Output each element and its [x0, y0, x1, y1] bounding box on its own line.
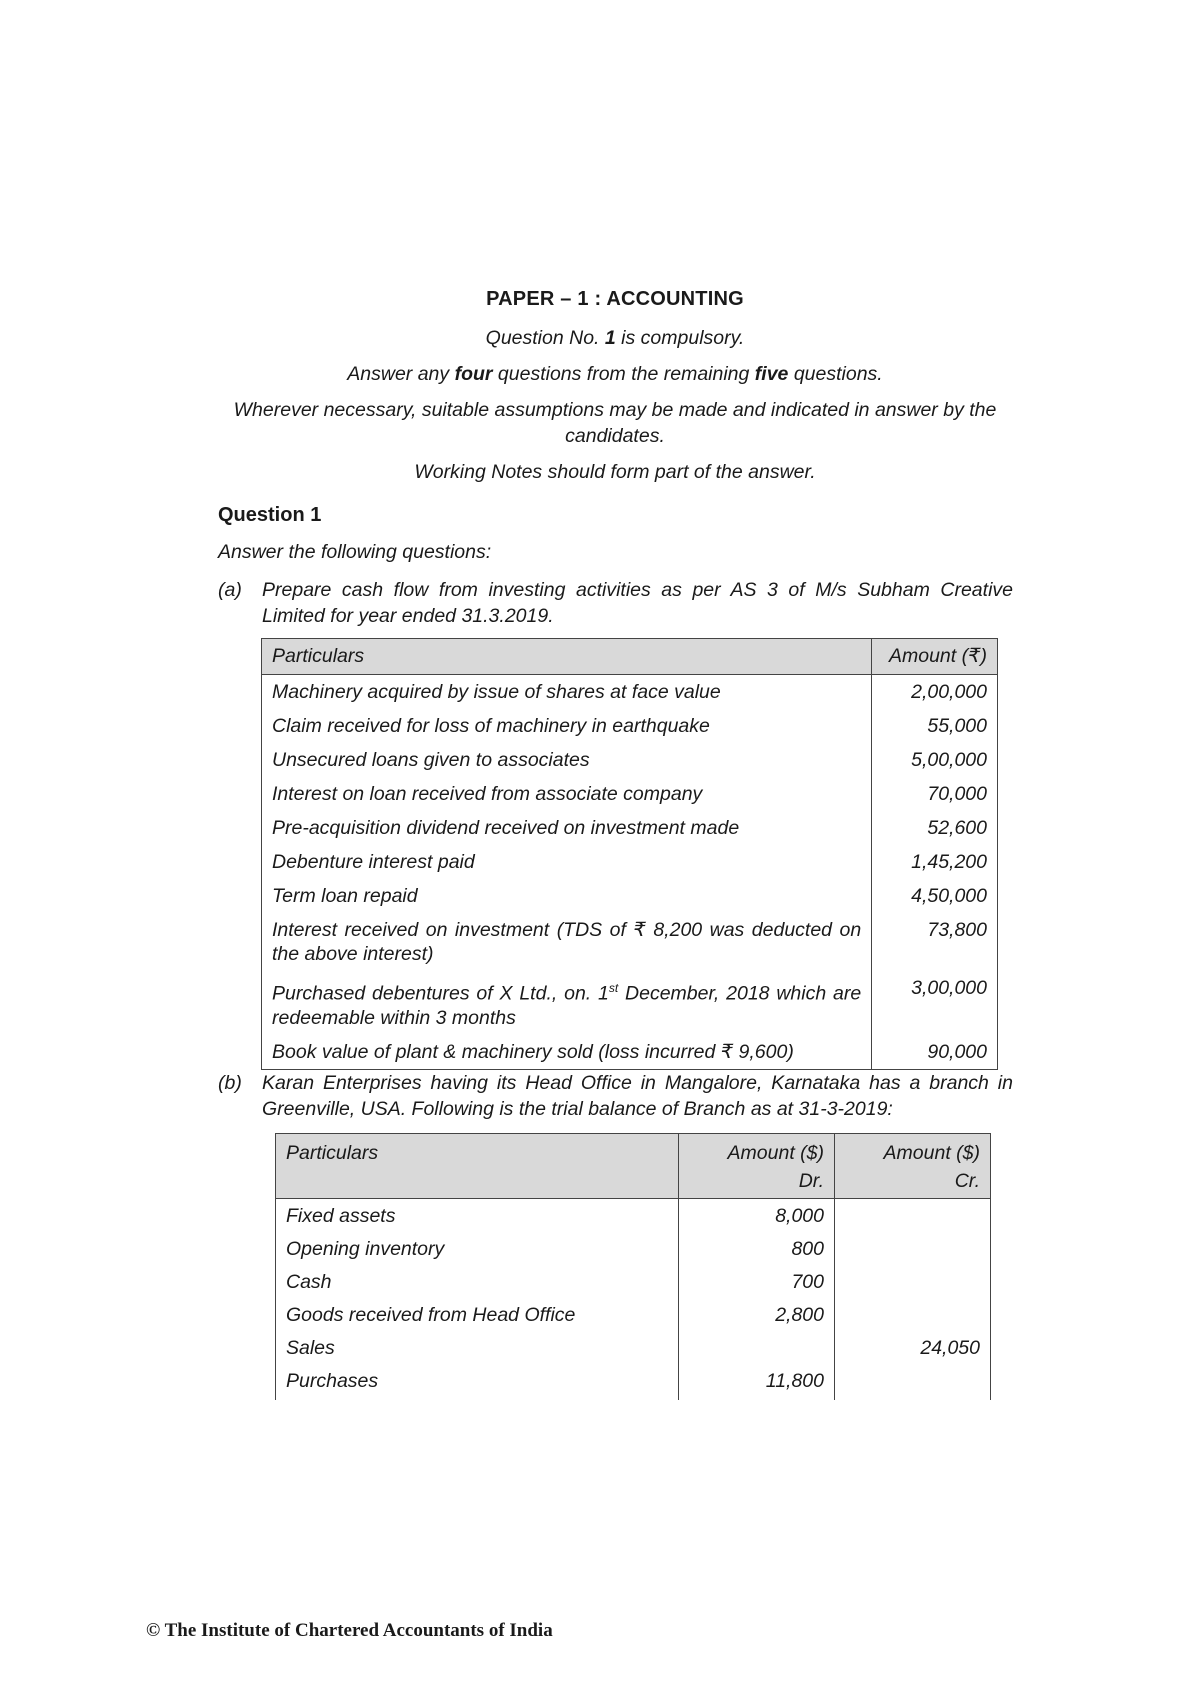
- column-header-particulars: Particulars: [262, 639, 872, 675]
- table-row: [262, 1035, 998, 1070]
- table-row: [262, 709, 998, 743]
- column-header-particulars: Particulars: [276, 1134, 679, 1199]
- instruction-choice: Answer any four questions from the remaining five questions.: [347, 363, 883, 385]
- debit-cell: 11,800: [679, 1364, 835, 1397]
- question-intro: Answer the following questions:: [218, 541, 492, 563]
- part-b-label: (b): [218, 1072, 242, 1094]
- particular-cell: Opening inventory: [286, 1238, 445, 1260]
- amount-cell: 52,600: [872, 811, 998, 845]
- debit-cell: 700: [679, 1265, 835, 1298]
- table-row: [262, 971, 998, 1035]
- column-header-amount: Amount (₹): [872, 639, 998, 675]
- particular-cell: Goods received from Head Office: [286, 1304, 576, 1326]
- amount-cell: 1,45,200: [872, 845, 998, 879]
- table-header-row: [262, 639, 998, 675]
- particular-cell: Cash: [286, 1271, 332, 1293]
- table-row: [262, 675, 998, 710]
- amount-cell: 90,000: [872, 1035, 998, 1070]
- table-row: [262, 913, 998, 971]
- table-row: [276, 1265, 991, 1298]
- table-header-row: [276, 1134, 991, 1199]
- instruction-assumptions: Wherever necessary, suitable assumptions may be made and indicated in answer by the candidates.: [233, 399, 997, 447]
- particular-cell: Purchased debentures of X Ltd., on. 1st December, 2018 which are redeemable within 3 months: [272, 981, 862, 1029]
- particular-cell: Interest received on investment (TDS of ₹ 8,200 was deducted on the above interest): [272, 919, 862, 965]
- table-row: [262, 777, 998, 811]
- table-row: [262, 879, 998, 913]
- trial-balance-table: [275, 1133, 991, 1400]
- amount-cell: 70,000: [872, 777, 998, 811]
- particular-cell: Unsecured loans given to associates: [272, 749, 590, 771]
- instruction-compulsory: Question No. 1 is compulsory.: [485, 327, 745, 349]
- part-b: [218, 1070, 1013, 1122]
- paper-title: PAPER – 1 : ACCOUNTING: [486, 288, 744, 310]
- credit-cell: [835, 1199, 991, 1233]
- table-row: [276, 1199, 991, 1233]
- credit-cell: 24,050: [835, 1331, 991, 1364]
- credit-cell: [835, 1265, 991, 1298]
- copyright-footer: © The Institute of Chartered Accountants of India: [146, 1620, 553, 1641]
- particular-cell: Term loan repaid: [272, 885, 418, 907]
- column-header-debit: Amount ($) Dr.: [679, 1134, 835, 1199]
- table-row: [262, 811, 998, 845]
- debit-cell: 2,800: [679, 1298, 835, 1331]
- particular-cell: Interest on loan received from associate company: [272, 783, 703, 805]
- table-row: [262, 743, 998, 777]
- credit-cell: [835, 1298, 991, 1331]
- debit-cell: [679, 1331, 835, 1364]
- particular-cell: Machinery acquired by issue of shares at face value: [272, 681, 721, 703]
- part-a-label: (a): [218, 579, 242, 601]
- part-a-text: Prepare cash flow from investing activities as per AS 3 of M/s Subham Creative Limited for year ended 31.3.2019.: [262, 579, 1013, 627]
- table-row: [276, 1331, 991, 1364]
- credit-cell: [835, 1232, 991, 1265]
- particular-cell: Pre-acquisition dividend received on investment made: [272, 817, 740, 839]
- amount-cell: 2,00,000: [872, 675, 998, 710]
- particular-cell: Fixed assets: [286, 1205, 396, 1227]
- amount-cell: 73,800: [872, 913, 998, 971]
- table-row: [276, 1298, 991, 1331]
- amount-cell: 3,00,000: [872, 971, 998, 1035]
- particular-cell: Sales: [286, 1337, 335, 1359]
- amount-cell: 55,000: [872, 709, 998, 743]
- trial-balance-wrapper: [275, 1133, 991, 1400]
- particular-cell: Purchases: [286, 1370, 379, 1392]
- investing-activities-table: [261, 638, 998, 1070]
- particular-cell: Book value of plant & machinery sold (loss incurred ₹ 9,600): [272, 1040, 794, 1063]
- table-row: [262, 845, 998, 879]
- table-row: [276, 1364, 991, 1397]
- credit-cell: [835, 1364, 991, 1397]
- part-b-text: Karan Enterprises having its Head Office in Mangalore, Karnataka has a branch in Greenville, USA. Following is the trial balance of Branch as at 31-3-2019:: [262, 1072, 1013, 1120]
- debit-cell: 800: [679, 1232, 835, 1265]
- amount-cell: 4,50,000: [872, 879, 998, 913]
- table-row: [276, 1232, 991, 1265]
- particular-cell: Claim received for loss of machinery in earthquake: [272, 715, 710, 737]
- paper-header: [210, 288, 1020, 495]
- particular-cell: Debenture interest paid: [272, 851, 475, 873]
- part-a: [218, 577, 1013, 629]
- amount-cell: 5,00,000: [872, 743, 998, 777]
- column-header-credit: Amount ($) Cr.: [835, 1134, 991, 1199]
- question-heading: Question 1: [218, 504, 322, 526]
- debit-cell: 8,000: [679, 1199, 835, 1233]
- instruction-working-notes: Working Notes should form part of the answer.: [414, 461, 816, 483]
